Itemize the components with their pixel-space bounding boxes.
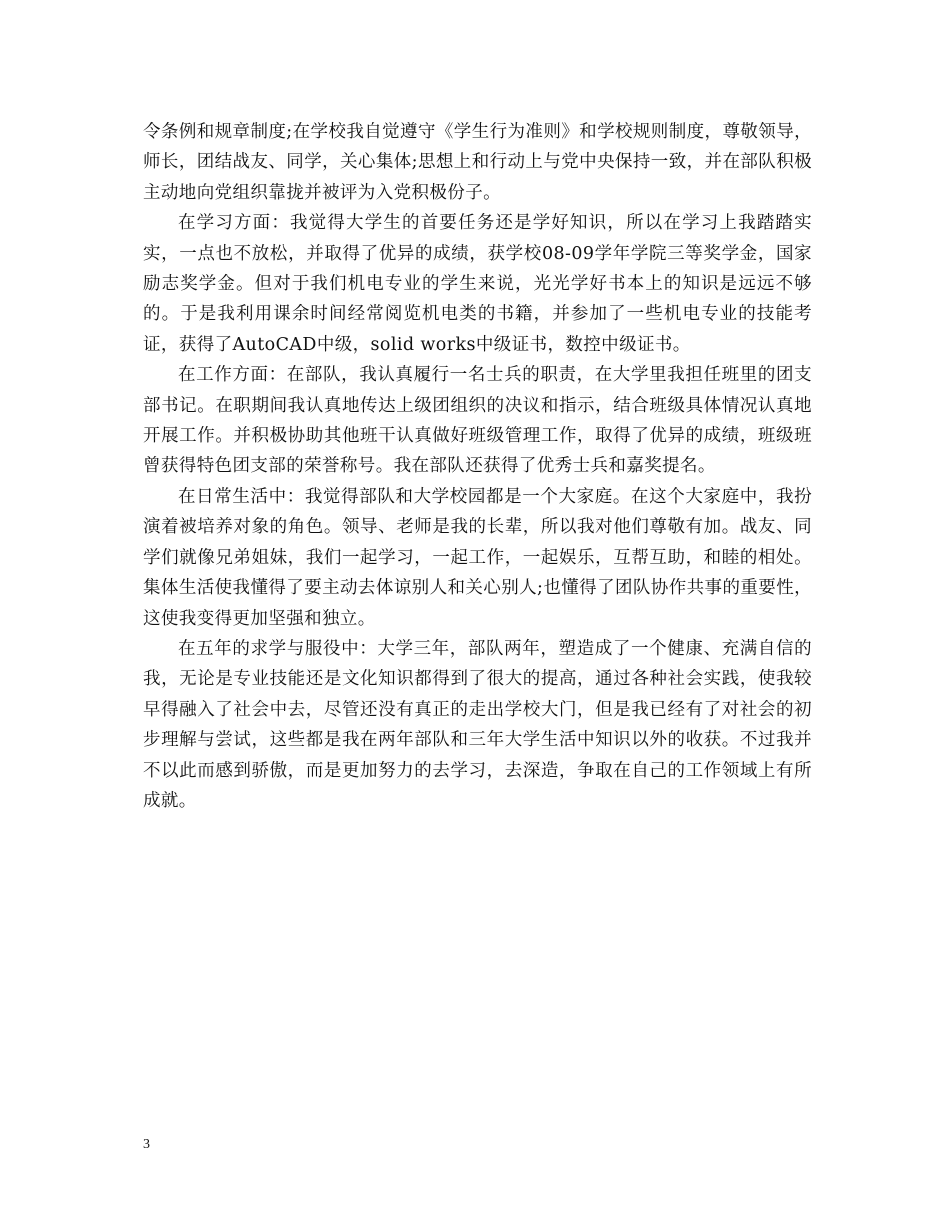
paragraph-rules-conduct: 令条例和规章制度;在学校我自觉遵守《学生行为准则》和学校规则制度，尊敬领导，师长，团结战友、同学，关心集体;思想上和行动上与党中央保持一致，并在部队积极主动地向党组织靠拢并被评为入党积极份子。 <box>143 122 812 203</box>
page-number: 3 <box>143 1137 150 1152</box>
paragraph-work: 在工作方面：在部队，我认真履行一名士兵的职责，在大学里我担任班里的团支部书记。在职期间我认真地传达上级团组织的决议和指示，结合班级具体情况认真地开展工作。并积极协助其他班干认真做好班级管理工作，取得了优异的成绩，班级班曾获得特色团支部的荣誉称号。我在部队还获得了优秀士兵和嘉奖提名。 <box>143 365 812 477</box>
paragraph-daily-life: 在日常生活中：我觉得部队和大学校园都是一个大家庭。在这个大家庭中，我扮演着被培养对象的角色。领导、老师是我的长辈，所以我对他们尊敬有加。战友、同学们就像兄弟姐妹，我们一起学习，一起工作，一起娱乐，互帮互助，和睦的相处。集体生活使我懂得了要主动去体谅别人和关心别人;也懂得了团队协作共事的重要性，这使我变得更加坚强和独立。 <box>143 486 812 629</box>
paragraph-five-years: 在五年的求学与服役中：大学三年，部队两年，塑造成了一个健康、充满自信的我，无论是专业技能还是文化知识都得到了很大的提高，通过各种社会实践，使我较早得融入了社会中去，尽管还没有真正的走出学校大门，但是我已经有了对社会的初步理解与尝试，这些都是我在两年部队和三年大学生活中知识以外的收获。不过我并不以此而感到骄傲，而是更加努力的去学习，去深造，争取在自己的工作领域上有所成就。 <box>143 638 812 811</box>
document-body <box>143 117 812 816</box>
paragraph-study: 在学习方面：我觉得大学生的首要任务还是学好知识，所以在学习上我踏踏实实，一点也不放松，并取得了优异的成绩，获学校08-09学年学院三等奖学金，国家励志奖学金。但对于我们机电专业的学生来说，光光学好书本上的知识是远远不够的。于是我利用课余时间经常阅览机电类的书籍，并参加了一些机电专业的技能考证，获得了AutoCAD中级，solid works中级证书，数控中级证书。 <box>143 213 812 355</box>
